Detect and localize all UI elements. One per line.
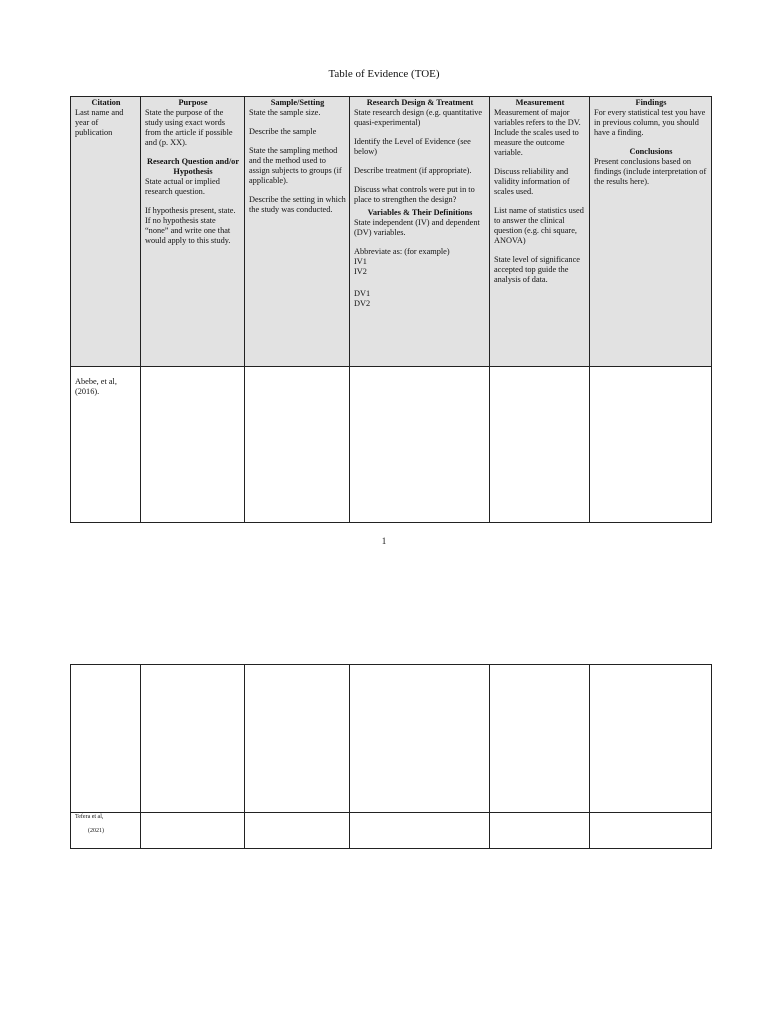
measurement-cell[interactable]: [490, 813, 590, 849]
conclusions-subheading: Conclusions: [629, 147, 673, 156]
research-design-cell[interactable]: [350, 813, 490, 849]
purpose-cell[interactable]: [141, 367, 245, 523]
page-title: Table of Evidence (TOE): [328, 68, 440, 80]
citation-name-text: Tefera et al,: [75, 814, 104, 820]
research-design-cell[interactable]: [350, 367, 490, 523]
findings-instruction: For every statistical test you have in previous column, you should have a finding.: [594, 108, 706, 137]
hypothesis-instruction: If hypothesis present, state. If no hypothesis state “none” and write one that would apply to this study.: [145, 206, 236, 245]
findings-cell[interactable]: [590, 665, 712, 813]
design-instruction: State research design (e.g. quantitative quasi-experimental): [354, 108, 483, 127]
controls-instruction: Discuss what controls were put in to place to strengthen the design?: [354, 185, 475, 204]
column-heading-research-design: Research Design & Treatment: [366, 98, 474, 107]
evidence-table-continued: [70, 664, 712, 849]
sample-size-instruction: State the sample size.: [249, 108, 321, 117]
findings-cell[interactable]: [590, 367, 712, 523]
citation-text: Abebe, et al, (2016).: [75, 377, 117, 396]
citation-cell[interactable]: [71, 367, 141, 523]
column-heading-citation: Citation: [91, 98, 121, 107]
purpose-instruction: State the purpose of the study using exact words from the article if possible and (p. XX).: [145, 108, 233, 147]
page-number: 1: [381, 536, 387, 546]
sample-setting-cell[interactable]: [245, 367, 350, 523]
sample-setting-cell[interactable]: [245, 665, 350, 813]
dv2-label: DV2: [354, 299, 371, 308]
evidence-table: [70, 96, 712, 523]
variables-subheading: Variables & Their Definitions: [367, 208, 473, 217]
treatment-instruction: Describe treatment (if appropriate).: [354, 166, 472, 175]
column-heading-measurement: Measurement: [515, 98, 565, 107]
dv1-label: DV1: [354, 289, 371, 298]
statistics-instruction: List name of statistics used to answer the clinical question (e.g. chi square, ANOVA): [494, 206, 584, 245]
citation-year-text: (2021): [88, 828, 104, 834]
findings-cell[interactable]: [590, 813, 712, 849]
abbreviate-instruction: Abbreviate as: (for example): [354, 247, 450, 256]
significance-instruction: State level of significance accepted top guide the analysis of data.: [494, 255, 580, 284]
research-question-instruction: State actual or implied research question.: [145, 177, 220, 196]
citation-cell[interactable]: [71, 813, 141, 849]
research-design-cell[interactable]: [350, 665, 490, 813]
purpose-cell[interactable]: [141, 813, 245, 849]
measurement-cell[interactable]: [490, 367, 590, 523]
header-cell-sample-setting: [245, 97, 350, 367]
header-cell-citation: [71, 97, 141, 367]
table-header-row: [71, 97, 712, 367]
header-cell-measurement: [490, 97, 590, 367]
reliability-instruction: Discuss reliability and validity information of scales used.: [494, 167, 570, 196]
table-row: [71, 665, 712, 813]
column-heading-findings: Findings: [635, 98, 667, 107]
sampling-method-instruction: State the sampling method and the method used to assign subjects to groups (if applicable).: [249, 146, 342, 185]
setting-instruction: Describe the setting in which the study was conducted.: [249, 195, 346, 214]
header-cell-research-design: [350, 97, 490, 367]
table-row: [71, 367, 712, 523]
measurement-cell[interactable]: [490, 665, 590, 813]
header-cell-findings: [590, 97, 712, 367]
sample-setting-cell[interactable]: [245, 813, 350, 849]
research-question-subheading: Research Question and/or Hypothesis: [146, 157, 240, 176]
conclusions-instruction: Present conclusions based on findings (include interpretation of the results here).: [594, 157, 707, 186]
sample-description-instruction: Describe the sample: [249, 127, 317, 136]
header-cell-purpose: [141, 97, 245, 367]
column-heading-sample-setting: Sample/Setting: [270, 98, 325, 107]
citation-cell[interactable]: [71, 665, 141, 813]
column-heading-purpose: Purpose: [178, 98, 208, 107]
level-of-evidence-instruction: Identify the Level of Evidence (see below): [354, 137, 471, 156]
table-row: [71, 813, 712, 849]
measurement-instruction: Measurement of major variables refers to the DV. Include the scales used to measure the outcome variable.: [494, 108, 581, 157]
iv2-label: IV2: [354, 267, 367, 276]
citation-instruction: Last name and year of publication: [75, 108, 124, 137]
iv1-label: IV1: [354, 257, 367, 266]
variables-instruction: State independent (IV) and dependent (DV) variables.: [354, 218, 480, 237]
purpose-cell[interactable]: [141, 665, 245, 813]
